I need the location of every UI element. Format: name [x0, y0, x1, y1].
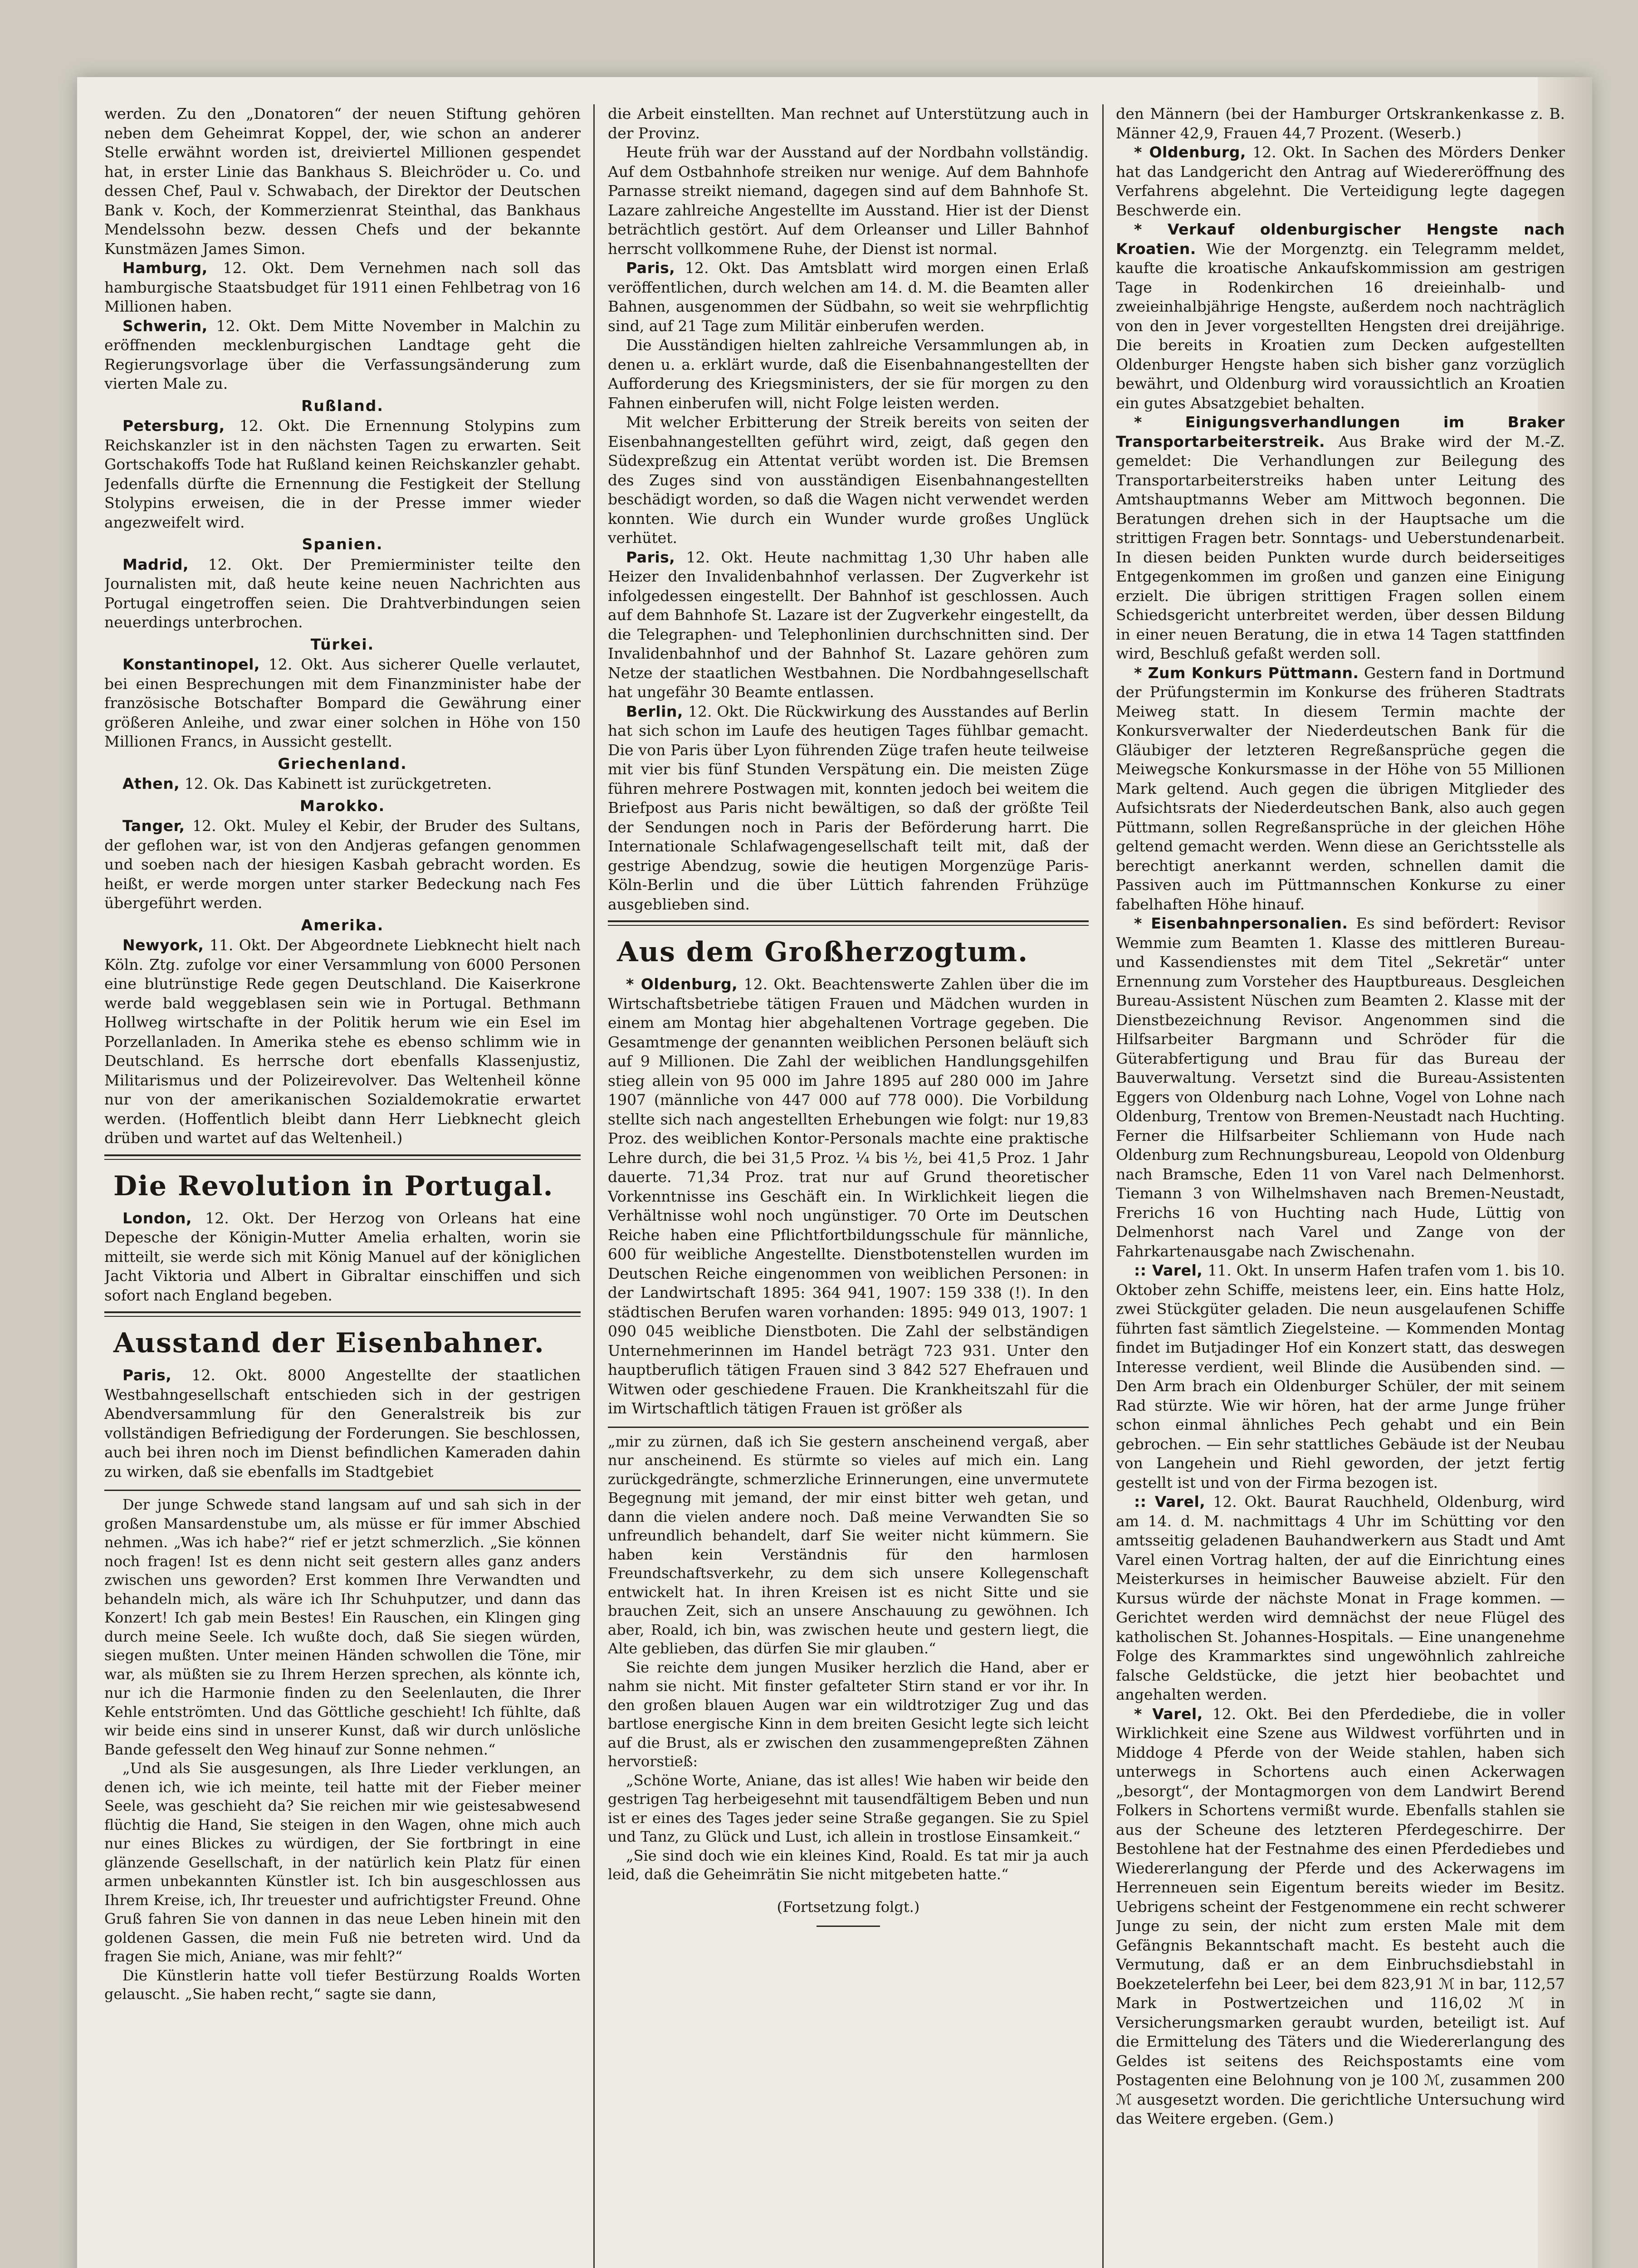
news-text: 12. Okt. Baurat Rauchheld, Oldenburg, wird am 14. d. M. nachmittags 4 Uhr im Schütting vor den amtsseitig geladenen Bauhandwerkern aus Stadt und Amt Varel einen Vortrag halten, der auf die Einrichtung eines Meisterkurses in heimischer Bauweise abzielt. Für den Kursus würde der nächste Monat in Frage kommen. — Gerichtet werden wird demnächst der neue Flügel des katholischen St. Johannes-Hospitals. — Eine unangenehme Folge des Krammarktes sind ungewöhnlich zahlreiche falsche Geldstücke, die jetzt hier beobachtet und angehalten werden.: [1116, 1493, 1565, 1703]
dateline: Hamburg,: [122, 259, 208, 277]
feuilleton: [104, 1496, 581, 2004]
news-text: 12. Okt. Das Amtsblatt wird morgen einen Erlaß veröffentlichen, durch welchen am 14. d. M. die Beamten aller Bahnen, ausgenommen der Südbahn, so weit sie wehrpflichtig sind, auf 21 Tage zum Militär einberufen werden.: [608, 259, 1089, 335]
news-text: 12. Okt. Der Premierminister teilte den Journalisten mit, daß heute keine neuen Nachrichten aus Portugal eingetroffen seien. Die Drahtverbindungen seien neuerdings unterbrochen.: [104, 555, 581, 631]
article-text: werden. Zu den „Donatoren“ der neuen Stiftung gehören neben dem Geheimrat Koppel, der, wie schon an anderer Stelle erwähnt worden ist, dreiviertel Millionen gespendet hat, in erster Linie das Bankhaus S. Bleichröder u. Co. und dessen Chef, Paul v. Schwabach, der Direktor der Deutschen Bank v. Koch, der Kommerzienrat Steinthal, das Bankhaus Mendelssohn bezw. dessen Chefs und der bekannte Kunstmäzen James Simon.: [104, 105, 581, 258]
newspaper-page: [77, 77, 1592, 2268]
dateline: Athen,: [122, 775, 180, 792]
feuilleton-rule: [608, 1427, 1089, 1428]
end-rule: [817, 1926, 880, 1927]
news-item: [104, 1366, 581, 1481]
continuation-note: (Fortsetzung folgt.): [777, 1898, 920, 1916]
news-text: Aus Brake wird der M.-Z. gemeldet: Die Verhandlungen zur Beilegung des Transportarbeiterstreiks haben unter Leitung des Amtshauptmanns Weber am Mittwoch begonnen. Die Beratungen drehen sich in der Hauptsache um die strittigen Fragen betr. Sonntags- und Ueberstundenarbeit. In diesen beiden Punkten wurde durch beiderseitiges Entgegenkommen im großen und ganzen eine Einigung erzielt. Die übrigen strittigen Fragen sollen einem Schiedsgericht unterbreitet werden, über dessen Bildung in einer neuen Beratung, die in etwa 14 Tagen stattfinden wird, Beschluß gefaßt werden soll.: [1116, 432, 1565, 662]
rule: [104, 1154, 581, 1160]
article-text: Die Ausständigen hielten zahlreiche Versammlungen ab, in denen u. a. erklärt wurde, daß die Eisenbahnangestellten der Aufforderung des Kriegsministers, der sie für morgen zu den Fahnen einberufen will, nicht Folge leisten werden.: [608, 336, 1089, 412]
news-item: [608, 548, 1089, 702]
dateline: Petersburg,: [122, 417, 225, 435]
feuilleton-paragraph: Sie reichte dem jungen Musiker herzlich die Hand, aber er nahm sie nicht. Mit finster gefalteter Stirn stand er vor ihr. In den großen blauen Augen war ein wildtrotziger Zug und das bartlose energische Kinn in dem breiten Gesicht legte sich leicht auf die Brust, als er zwischen den zusammengepreßten Zähnen hervorstieß:: [608, 1658, 1089, 1770]
dateline: * Eisenbahnpersonalien.: [1134, 914, 1348, 932]
dateline: Schwerin,: [122, 317, 208, 335]
news-item: [1116, 914, 1565, 1261]
section-heading: Türkei.: [310, 635, 375, 653]
news-item: [104, 555, 581, 632]
news-text: 12. Ok. Das Kabinett ist zurückgetreten.: [184, 775, 492, 792]
news-item: [1116, 664, 1565, 914]
section-heading: Marokko.: [299, 797, 386, 815]
news-item: [104, 1209, 581, 1305]
news-text: 12. Okt. Die Rückwirkung des Ausstandes auf Berlin hat sich schon im Laufe des heutigen Tages fühlbar gemacht. Die von Paris über Lyon führenden Züge trafen heute teilweise mit vier bis fünf Stunden Verspätung ein. Die meisten Züge führen mehrere Postwagen mit, konnten jedoch bei weitem die Briefpost aus Paris nicht bewältigen, so daß der größte Teil der Sendungen noch in Paris der Beförderung harrt. Die Internationale Schlafwagengesellschaft teilt mit, daß der gestrige Abendzug, sowie die heutigen Morgenzüge Paris-Köln-Berlin und die über Lüttich fahrenden Frühzüge ausgeblieben sind.: [608, 702, 1089, 913]
news-item: [104, 259, 581, 317]
feuilleton-paragraph: „Sie sind doch wie ein kleines Kind, Roald. Es tat mir ja auch leid, daß die Geheimrätin Sie nicht mitgebeten hatte.“: [608, 1847, 1089, 1883]
dateline: * Zum Konkurs Püttmann.: [1134, 664, 1359, 682]
section-heading: Griechenland.: [278, 754, 407, 772]
news-text: 12. Okt. Die Ernennung Stolypins zum Reichskanzler ist in den nächsten Tagen zu erwarten. Seit Gortschakoffs Tode hat Rußland keinen Reichskanzler gehabt. Jedenfalls dürfte die Ernennung die Festigkeit der Stellung Stolypins erweisen, die in der Presse immer wieder angezweifelt wird.: [104, 417, 581, 531]
dateline: :: Varel,: [1134, 1261, 1203, 1279]
news-item: [104, 936, 581, 1148]
headline: Ausstand der Eisenbahner.: [113, 1327, 545, 1359]
column-1: [104, 104, 581, 2268]
dateline: Paris,: [626, 259, 675, 277]
dateline: :: Varel,: [1134, 1493, 1206, 1510]
news-item: [1116, 220, 1565, 413]
news-text: Gestern fand in Dortmund der Prüfungstermin im Konkurse des früheren Stadtrats Meiweg statt. In diesem Termin machte der Konkursverwalter der Niederdeutschen Bank für die Gläubiger der letzteren Regreßansprüche gegen die Meiwegsche Konkursmasse in der Höhe von 55 Millionen Mark geltend. Auch gegen die übrigen Mitglieder des Aufsichtsrats der Niederdeutschen Bank, also auch gegen Püttmann, sollen Regreßansprüche in der gleichen Höhe geltend gemacht werden. Wenn diese an Gerichtsstelle als berechtigt anerkannt werden, schnellen damit die Passiven auch im Püttmannschen Konkurse zu einer fabelhaften Höhe hinauf.: [1116, 664, 1565, 913]
dateline: Berlin,: [626, 702, 683, 720]
news-text: 12. Okt. Der Herzog von Orleans hat eine Depesche der Königin-Mutter Amelia erhalten, worin sie mitteilt, sie werde sich mit König Manuel auf der königlichen Jacht Viktoria und Albert in Gibraltar einschiffen und sich sofort nach England begeben.: [104, 1209, 581, 1304]
feuilleton-paragraph: „mir zu zürnen, daß ich Sie gestern anscheinend vergaß, aber nur anscheinend. Es stürmte so vieles auf mich ein. Lang zurückgedrängte, schmerzliche Erinnerungen, eine unvermutete Begegnung mit jemand, der mir einst bitter weh getan, und dann die vielen andere noch. Daß meine Verwandten Sie so unfreundlich behandelt, darf Sie weiter nicht kümmern. Sie haben kein Verständnis für den harmlosen Freundschaftsverkehr, zu dem sich unsere Kollegenschaft entwickelt hat. In ihren Kreisen ist es nicht Sitte und sie brauchen Zeit, sich an unsere Anschauung zu gewöhnen. Ich aber, Roald, ich bin, was zwischen heute und gestern liegt, die Alte geblieben, das dürfen Sie mir glauben.“: [608, 1432, 1089, 1657]
news-text: 12. Okt. Heute nachmittag 1,30 Uhr haben alle Heizer den Invalidenbahnhof verlassen. Der Zugverkehr ist infolgedessen eingestellt. Der Bahnhof ist geschlossen. Auch auf dem Bahnhofe St. Lazare ist der Zugverkehr eingestellt, da die Telegraphen- und Telephonlinien durchschnitten sind. Der Invalidenbahnhof und der Bahnhof St. Lazare gehören zum Netze der staatlichen Westbahnen. Die Nordbahngesellschaft hat ungefähr 30 Beamte entlassen.: [608, 548, 1089, 701]
dateline: Tanger,: [122, 817, 185, 835]
dateline: Konstantinopel,: [122, 655, 260, 673]
news-item: [104, 655, 581, 752]
dateline: * Einigungsverhandlungen im Braker Transportarbeiterstreik.: [1116, 413, 1565, 450]
news-item: [1116, 1492, 1565, 1705]
rule: [608, 920, 1089, 926]
news-item: [104, 816, 581, 913]
dateline: * Oldenburg,: [1134, 143, 1246, 161]
news-item: [1116, 1705, 1565, 2129]
feuilleton-paragraph: Der junge Schwede stand langsam auf und sah sich in der großen Mansardenstube um, als müsse er für immer Abschied nehmen. „Was ich habe?“ rief er jetzt schmerzlich. „Sie können noch fragen! Ist es denn nicht seit gestern alles ganz anders zwischen uns geworden? Erst kommen Ihre Verwandten und behandeln mich, als wäre ich Ihr Schuhputzer, und dann das Konzert! Ich gab mein Bestes! Ein Rauschen, ein Klingen ging durch meine Seele. Ich wußte doch, daß Sie siegen würden, siegen mußten. Unter meinen Händen schwollen die Töne, mir war, als müßten sie zu Ihrem Herzen sprechen, als könnte ich, nur ich die Harmonie finden zu den Seelenlauten, die Ihrer Kehle entströmten. Und das Göttliche geschieht! Ich fühlte, daß wir beide eins sind in unserer Kunst, daß wir durch unlösliche Bande gefesselt den Weg hinauf zur Sonne nehmen.“: [104, 1496, 581, 1758]
news-text: 11. Okt. Der Abgeordnete Liebknecht hielt nach Köln. Ztg. zufolge vor einer Versammlung von 6000 Personen eine blutrünstige Rede gegen Deutschland. Die Kaiserkrone werde bald weggeblasen sein wie in Portugal. Bethmann Hollweg wirtschafte in der Politik herum wie ein Esel im Porzellanladen. In Amerika stehe es ebenso schlimm wie in Deutschland. Es herrsche dort ebenfalls Klassenjustiz, Militarismus und der Polizeirevolver. Das Weltenheil könne nur von der amerikanischen Sozialdemokratie erwartet werden. (Hoffentlich bleibt dann Herr Liebknecht gleich drüben und wartet auf das Weltenheil.): [104, 936, 581, 1147]
column-2: [608, 104, 1089, 2268]
news-item: [104, 416, 581, 532]
dateline: London,: [122, 1209, 192, 1227]
dateline: Newyork,: [122, 936, 204, 954]
dateline: * Oldenburg,: [626, 975, 738, 993]
news-item: [104, 774, 581, 794]
news-text: 12. Okt. Aus sicherer Quelle verlautet, bei einen Besprechungen mit dem Finanzminister habe der französische Botschafter Bompard die Gewährung einer größeren Anleihe, und zwar einer solchen in Höhe von 150 Millionen Francs, in Aussicht gestellt.: [104, 655, 581, 750]
column-rule: [1102, 104, 1104, 2268]
feuilleton-paragraph: „Und als Sie ausgesungen, als Ihre Lieder verklungen, an denen ich, wie ich meinte, teil hatte mit der Fieber meiner Seele, was geschieht da? Sie reichen mir wie geistesabwesend flüchtig die Hand, Sie steigen in den Wagen, ohne mich auch nur eines Blickes zu würdigen, der Sie fortbringt in eine glänzende Gesellschaft, in der natürlich kein Platz für einen armen unbekannten Künstler ist. Ich bin ausgeschlossen aus Ihrem Kreise, ich, Ihr treuester und aufrichtigster Freund. Ohne Gruß fahren Sie von dannen in das neue Leben hinein mit den goldenen Gassen, die mein Fuß nie betreten wird. Und da fragen Sie mich, Aniane, was mir fehlt?“: [104, 1760, 581, 1965]
news-text: 12. Okt. Muley el Kebir, der Bruder des Sultans, der geflohen war, ist von den Andjeras gefangen genommen und soeben nach der hiesigen Kasbah gebracht worden. Es heißt, er werde morgen unter starker Bedeckung nach Fes übergeführt werden.: [104, 817, 581, 912]
feuilleton-paragraph: Die Künstlerin hatte voll tiefer Bestürzung Roalds Worten gelauscht. „Sie haben recht,“ sagte sie dann,: [104, 1966, 581, 2003]
dateline: Paris,: [122, 1366, 172, 1384]
article-text: den Männern (bei der Hamburger Ortskrankenkasse z. B. Männer 42,9, Frauen 44,7 Prozent. (Weserb.): [1116, 105, 1565, 142]
feuilleton-paragraph: „Schöne Worte, Aniane, das ist alles! Wie haben wir beide den gestrigen Tag herbeigesehnt mit tausendfältigem Beben und nun ist er eines des Tages jeder seine Straße gegangen. Sie zu Spiel und Tanz, zu Glück und Lust, ich allein in trostlose Einsamkeit.“: [608, 1771, 1089, 1845]
dateline: Paris,: [626, 548, 675, 566]
section-heading: Spanien.: [302, 535, 383, 553]
news-item: [608, 259, 1089, 336]
news-text: 11. Okt. In unserm Hafen trafen vom 1. bis 10. Oktober zehn Schiffe, meistens leer, ein. Eins hatte Holz, zwei Stückgüter geladen. Die neun ausgelaufenen Schiffe führten fast sämtlich Ziegelsteine. — Kommenden Montag findet im Butjadinger Hof ein Konzert statt, das deswegen Interesse verdient, weil Blinde die Ausübenden sind. — Den Arm brach ein Oldenburger Schüler, der mit seinem Rad stürzte. Wie wir hören, hat der arme Junge früher schon einmal ähnliches Pech gehabt und ein Bein gebrochen. — Ein sehr stattliches Gebäude ist der Neubau von Langehein und Riehl geworden, der jetzt fertig gestellt ist und von der Firma bezogen ist.: [1116, 1261, 1565, 1491]
news-item: [608, 702, 1089, 914]
news-item: [104, 317, 581, 394]
news-text: 12. Okt. 8000 Angestellte der staatlichen Westbahngesellschaft entschieden sich in der gestrigen Abendversammlung für den Generalstreik bis zur vollständigen Befriedigung der Forderungen. Sie beschlossen, auch bei ihren noch im Dienst befindlichen Kameraden dahin zu wirken, daß sie ebenfalls im Stadtgebiet: [104, 1366, 581, 1481]
news-text: Wie der Morgenztg. ein Telegramm meldet, kaufte die kroatische Ankaufskommission am gestrigen Tage in Rodenkirchen 16 dreieinhalb- und zweieinhalbjährige Hengste, außerdem noch nachträglich von den in Jever vorgestellten Hengsten drei dreijährige. Die bereits in Kroatien zum Decken aufgestellten Oldenburger Hengste haben sich bisher ganz vorzüglich bewährt, und Oldenburg wird voraussichtlich an Kroatien ein gutes Absatzgebiet behalten.: [1116, 240, 1565, 412]
news-text: 12. Okt. Beachtenswerte Zahlen über die im Wirtschaftsbetriebe tätigen Frauen und Mädchen wurden in einem am Montag hier abgehaltenen Vortrage gegeben. Die Gesamtmenge der genannten weiblichen Personen beläuft sich auf 9 Millionen. Die Zahl der weiblichen Handlungsgehilfen stieg allein von 95 000 im Jahre 1895 auf 280 000 im Jahre 1907 (männliche von 447 000 auf 778 000). Die Vorbildung stellte sich nach angestellten Erhebungen wie folgt: nur 19,83 Proz. des weiblichen Kontor-Personals machte eine praktische Lehre durch, die bei 31,5 Proz. ¼ bis ½, bei 41,5 Proz. 1 Jahr dauerte. 71,34 Proz. trat nur auf Grund theoretischer Vorkenntnisse ins Geschäft ein. In Wirklichkeit liegen die Verhältnisse wohl noch ungünstiger. 70 Orte im Deutschen Reiche haben eine Pflichtfortbildungsschule für männliche, 600 für weibliche Angestellte. Dienstbotenstellen wurden im Deutschen Reiche eingenommen von weiblichen Personen: in der Landwirtschaft 1895: 364 941, 1907: 159 338 (!). In den städtischen Berufen waren vorhanden: 1895: 949 013, 1907: 1 090 045 weibliche Dienstboten. Die Zahl der selbständigen Unternehmerinnen im Handel beträgt 723 931. Unter den hauptberuflich tätigen Frauen sind 3 842 527 Ehefrauen und Witwen oder geschiedene Frauen. Die Krankheitszahl für die im Wirtschaftlich tätigen Frauen ist größer als: [608, 975, 1089, 1417]
news-text: 12. Okt. Dem Vernehmen nach soll das hamburgische Staatsbudget für 1911 einen Fehlbetrag von 16 Millionen haben.: [104, 259, 581, 315]
rule: [104, 1311, 581, 1317]
headline: Aus dem Großherzogtum.: [617, 936, 1028, 968]
dateline: * Varel,: [1134, 1705, 1203, 1723]
section-heading: Rußland.: [301, 396, 384, 415]
news-item: [608, 975, 1089, 1418]
news-item: [1116, 143, 1565, 220]
news-item: [1116, 413, 1565, 664]
article-text: Heute früh war der Ausstand auf der Nordbahn vollständig. Auf dem Ostbahnhofe streiken nur wenige. Auf dem Bahnhofe Parnasse streikt niemand, dagegen sind auf dem Bahnhofe St. Lazare zahlreiche Angestellte im Ausstand. Hier ist der Dienst beträchtlich gestört. Auf dem Orleanser und Liller Bahnhof herrscht vollkommene Ruhe, der Dienst ist normal.: [608, 143, 1089, 258]
article-text: die Arbeit einstellten. Man rechnet auf Unterstützung auch in der Provinz.: [608, 105, 1089, 142]
news-text: 12. Okt. Dem Mitte November in Malchin zu eröffnenden mecklenburgischen Landtage geht die Regierungsvorlage über die Verfassungsänderung zum vierten Male zu.: [104, 317, 581, 392]
news-text: 12. Okt. In Sachen des Mörders Denker hat das Landgericht den Antrag auf Wiedereröffnung des Verfahrens abgelehnt. Die Verteidigung legte dagegen Beschwerde ein.: [1116, 143, 1565, 219]
news-text: Es sind befördert: Revisor Wemmie zum Beamten 1. Klasse des mittleren Bureau- und Kassendienstes mit dem Titel „Sekretär“ unter Ernennung zum Vorsteher des Hauptbureaus. Desgleichen Bureau-Assistent Nüschen zum Beamten 2. Klasse mit der Dienstbezeichnung Revisor. Angenommen sind die Hilfsarbeiter Bargmann und Schröder für die Güterabfertigung und Brau für das Bureau der Bauverwaltung. Versetzt sind die Bureau-Assistenten Eggers von Oldenburg nach Lohne, Vogel von Lohne nach Oldenburg, Trentow von Bremen-Neustadt nach Huchting. Ferner die Hilfsarbeiter Schliemann von Hude nach Oldenburg zum Rechnungsbureau, Leopold von Oldenburg nach Bramsche, Eden 11 von Varel nach Delmenhorst. Tiemann 3 von Wilhelmshaven nach Bremen-Neustadt, Frerichs 16 von Huchting nach Hude, Lüttig von Delmenhorst nach Varel und Zange von der Fahrkartenausgabe nach Zwischenahn.: [1116, 914, 1565, 1260]
feuilleton-rule: [104, 1490, 581, 1491]
column-rule: [593, 104, 595, 2268]
article-text: Mit welcher Erbitterung der Streik bereits von seiten der Eisenbahnangestellten geführt wird, zeigt, daß gegen den Südexpreßzug ein Attentat verübt worden ist. Die Bremsen des Zuges sind von ausständigen Eisenbahnangestellten beschädigt worden, so daß die Wagen nicht verwendet werden konnten. Wie durch ein Wunder wurde großes Unglück verhütet.: [608, 413, 1089, 547]
column-3: [1116, 104, 1565, 2268]
news-text: 12. Okt. Bei den Pferdediebe, die in voller Wirklichkeit eine Szene aus Wildwest vorführten und in Middoge 4 Pferde von der Weide stahlen, haben sich unterwegs in Schortens auch einen Ackerwagen „besorgt“, der Montagmorgen von dem Landwirt Berend Folkers in Schortens vermißt wurde. Ebenfalls stahlen sie aus der Scheune des letzteren Pferdegeschirre. Der Bestohlene hat der Festnahme des einen Pferdediebes und Wiedererlangung der Pferde und des Ackerwagens im Herrenneuen sein Eigentum bereits wieder im Besitz. Uebrigens scheint der Festgenommene ein recht schwerer Junge zu sein, der nicht zum ersten Male mit dem Gefängnis Bekanntschaft macht. Es besteht auch die Vermutung, daß er an dem Einbruchsdiebstahl in Boekzetelerfehn bei Leer, bei dem 823,91 ℳ in bar, 112,57 Mark in Postwertzeichen und 116,02 ℳ in Versicherungsmarken geraubt wurden, beteiligt ist. Auf die Ermittelung des Täters und die Wiedererlangung des Geldes ist seitens des Reichspostamts eine vom Postagenten eine Belohnung von je 100 ℳ, zusammen 200 ℳ ausgesetzt worden. Die gerichtliche Untersuchung wird das Weitere ergeben. (Gem.): [1116, 1705, 1565, 2127]
dateline: Madrid,: [122, 555, 189, 573]
dateline: * Verkauf oldenburgischer Hengste nach Kroatien.: [1116, 220, 1565, 258]
news-item: [1116, 1261, 1565, 1492]
headline: Die Revolution in Portugal.: [113, 1170, 554, 1202]
section-heading: Amerika.: [301, 916, 384, 934]
feuilleton: [608, 1432, 1089, 1927]
